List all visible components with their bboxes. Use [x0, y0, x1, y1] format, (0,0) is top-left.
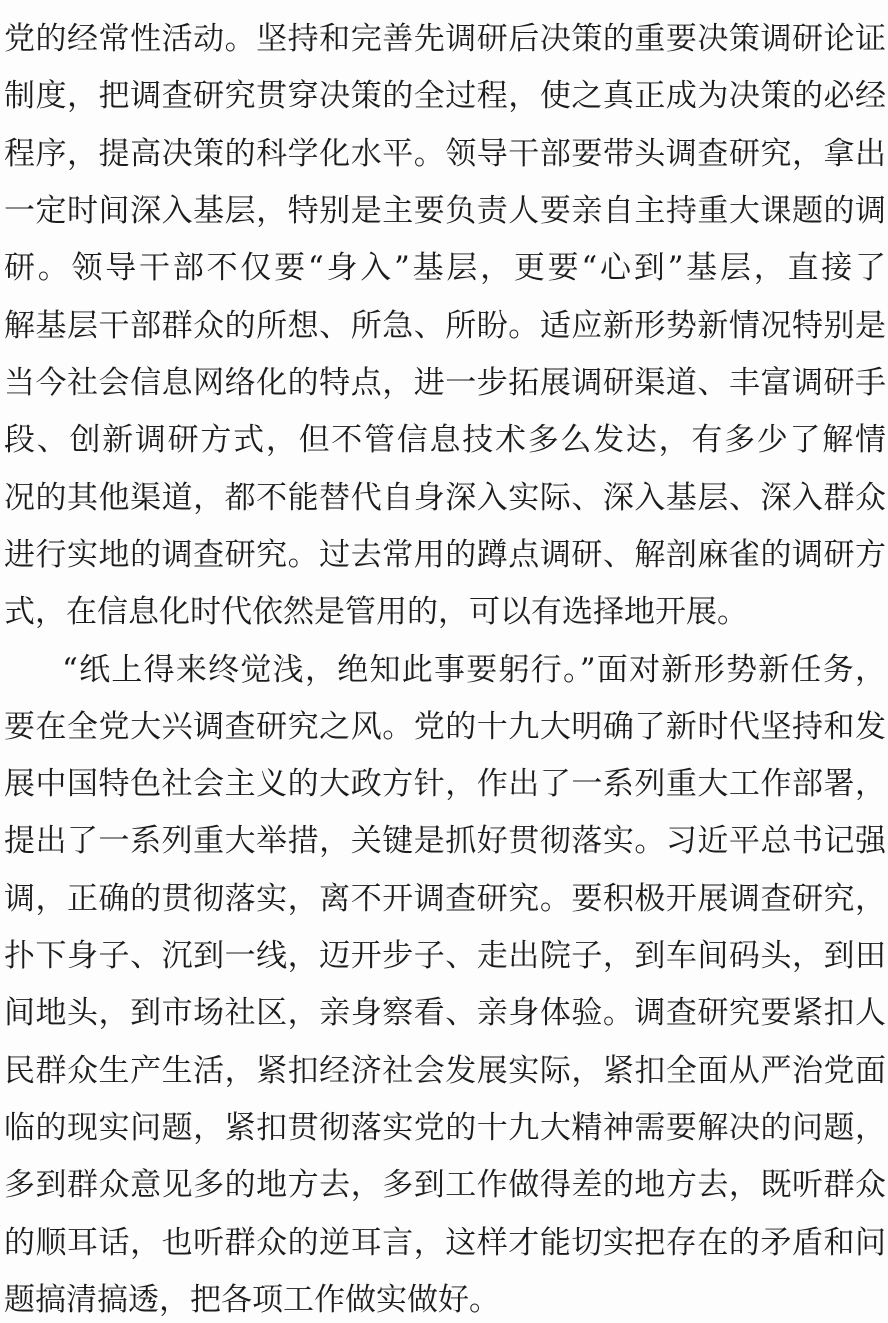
paragraph-1-line-3: 程序，提高决策的科学化水平。领导干部要带头调查研究，拿出 [4, 136, 886, 172]
paragraph-2-line-9: 临的现实问题，紧扣贯彻落实党的十九大精神需要解决的问题， [4, 1110, 886, 1146]
paragraph-2-line-11: 的顺耳话，也听群众的逆耳言，这样才能切实把存在的矛盾和问 [4, 1225, 886, 1261]
paragraph-2-line-6: 扑下身子、沉到一线，迈开步子、走出院子，到车间码头，到田 [4, 938, 886, 974]
paragraph-1-line-8: 段、创新调研方式，但不管信息技术多么发达，有多少了解情 [4, 422, 886, 458]
paragraph-1-line-2: 制度，把调查研究贯穿决策的全过程，使之真正成为决策的必经 [4, 78, 886, 114]
paragraph-2-line-1: “纸上得来终觉浅，绝知此事要躬行。”面对新形势新任务， [62, 652, 886, 688]
paragraph-2-line-12: 题搞清搞透，把各项工作做实做好。 [4, 1282, 500, 1318]
paragraph-2-line-5: 调，正确的贯彻落实，离不开调查研究。要积极开展调查研究， [4, 881, 886, 917]
paragraph-1-line-9: 况的其他渠道，都不能替代自身深入实际、深入基层、深入群众 [4, 480, 886, 516]
paragraph-1-line-5: 研。领导干部不仅要“身入”基层，更要“心到”基层，直接了 [4, 250, 886, 286]
paragraph-1-line-6: 解基层干部群众的所想、所急、所盼。适应新形势新情况特别是 [4, 308, 886, 344]
paragraph-1-line-4: 一定时间深入基层，特别是主要负责人要亲自主持重大课题的调 [4, 193, 886, 229]
paragraph-2-line-2: 要在全党大兴调查研究之风。党的十九大明确了新时代坚持和发 [4, 709, 886, 745]
paragraph-1-line-11: 式，在信息化时代依然是管用的，可以有选择地开展。 [4, 594, 748, 630]
paragraph-2-line-7: 间地头，到市场社区，亲身察看、亲身体验。调查研究要紧扣人 [4, 995, 886, 1031]
paragraph-1-line-10: 进行实地的调查研究。过去常用的蹲点调研、解剖麻雀的调研方 [4, 537, 886, 573]
paragraph-1-line-1: 党的经常性活动。坚持和完善先调研后决策的重要决策调研论证 [4, 21, 886, 57]
paragraph-2-line-8: 民群众生产生活，紧扣经济社会发展实际，紧扣全面从严治党面 [4, 1053, 886, 1089]
paragraph-2-line-10: 多到群众意见多的地方去，多到工作做得差的地方去，既听群众 [4, 1167, 886, 1203]
paragraph-2-line-4: 提出了一系列重大举措，关键是抓好贯彻落实。习近平总书记强 [4, 823, 886, 859]
paragraph-1-line-7: 当今社会信息网络化的特点，进一步拓展调研渠道、丰富调研手 [4, 365, 886, 401]
paragraph-2-line-3: 展中国特色社会主义的大政方针，作出了一系列重大工作部署， [4, 766, 886, 802]
